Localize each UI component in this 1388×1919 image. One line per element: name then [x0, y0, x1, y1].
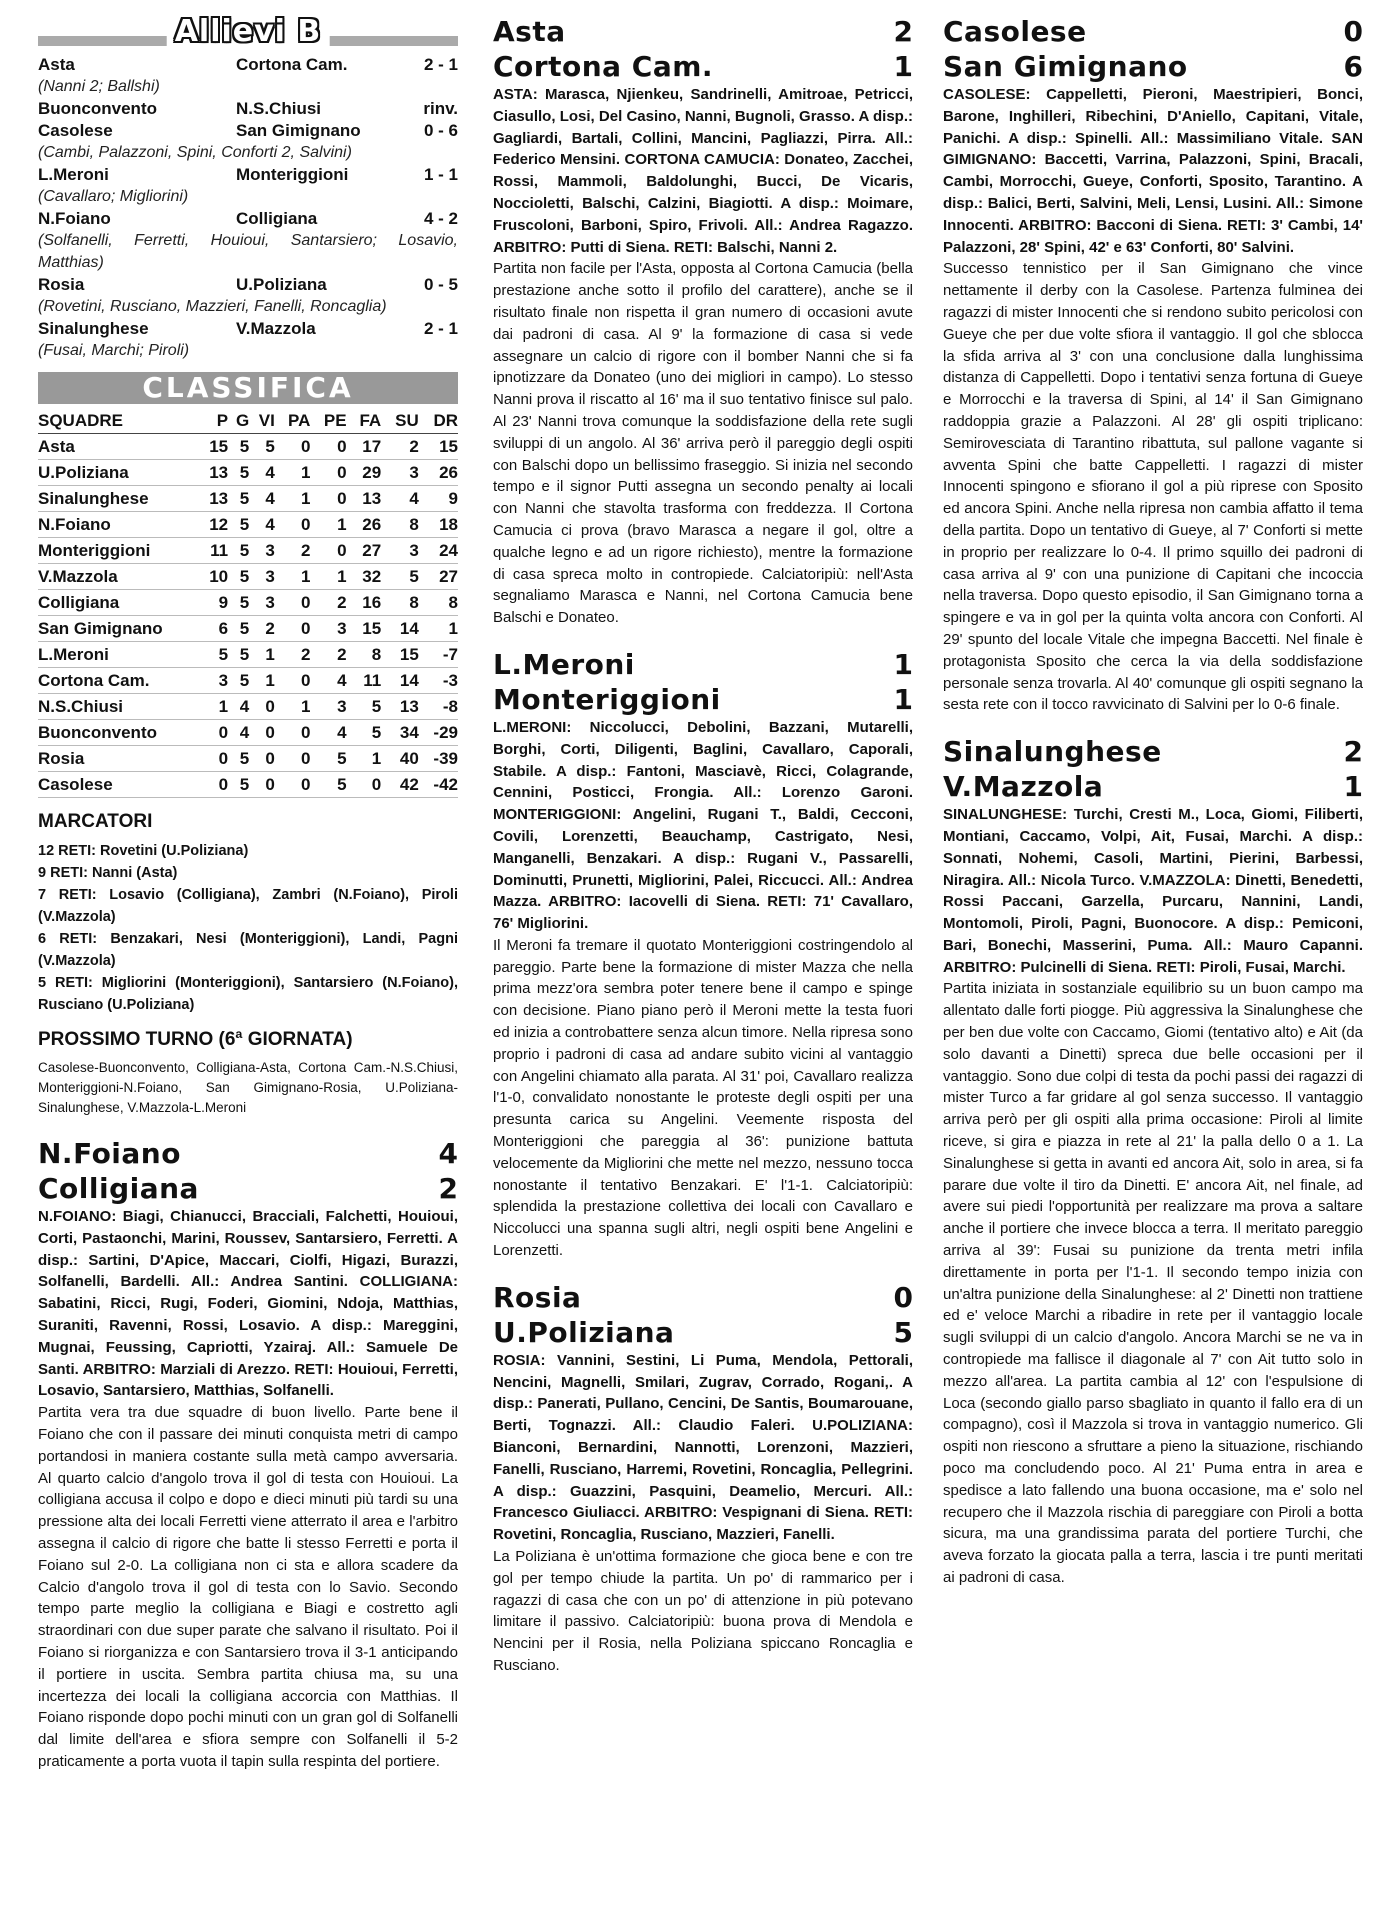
standings-cell: 4	[381, 486, 419, 512]
standings-cell: 5	[249, 434, 275, 460]
standings-cell: 5	[228, 668, 249, 694]
standings-cell: 0	[275, 590, 311, 616]
standings-cell: 5	[228, 434, 249, 460]
column-middle	[493, 14, 913, 1677]
standings-team: Monteriggioni	[38, 538, 198, 564]
results-list	[38, 54, 458, 362]
match-home-goals: 0	[893, 1280, 913, 1314]
standings-cell: 1	[198, 694, 228, 720]
standings-cell: 18	[419, 512, 458, 538]
standings-cell: 5	[228, 460, 249, 486]
standings-cell: 13	[347, 486, 382, 512]
classifica-title: CLASSIFICA	[142, 371, 354, 404]
result-home: Rosia	[38, 275, 85, 294]
result-scorers: (Solfanelli, Ferretti, Houioui, Santarsiero; Losavio, Matthias)	[38, 232, 458, 271]
result-away: N.S.Chiusi	[236, 99, 322, 118]
match-report: Partita vera tra due squadre di buon livello. Parte bene il Foiano che con il passare dei minuti conquista metri di campo portandosi in maniera costante sulla metà campo avversaria. Al quarto calcio d'angolo trova il gol di testa con Houioui. La colligiana accusa il colpo e dopo e dieci minuti più tardi su una pressione alta dei locali Ferretti viene atterrato il area e l'arbitro assegna il calcio di rigore che batte li stesso Ferretti e porta il Foiano sul 2-0. La colligiana non ci sta e allora scadere da Calcio d'angolo trova il gol di testa con lo Savio. Secondo tempo parte meglio la colligiana e Biagi e costretto agli straordinari con due super parate che salvano il risultato. Poi il Foiano si riorganizza e con Santarsiero trova il 3-1 anticipando il portiere in uscita. Sembra partita chiusa ma, su una incertezza dei locali la colligiana accorcia con Matthias. Il Foiano risponde dopo pochi minuti con un gran gol di Solfanelli dal limite dell'area e sfiora sempre con Solfanelli il 5-2 praticamente a porta vuota il tapin sulla respinta del portiere.	[38, 1404, 458, 1770]
match-away-team: Colligiana	[38, 1172, 199, 1205]
standings-cell: 4	[310, 720, 346, 746]
standings-cell: 3	[381, 460, 419, 486]
match-home-goals: 1	[893, 647, 913, 681]
standings-team: Rosia	[38, 746, 198, 772]
match-lineup: L.MERONI: Niccolucci, Debolini, Bazzani, Mutarelli, Borghi, Corti, Diligenti, Baglini, Cavallaro, Caporali, Stabile. A disp.: Fantoni, Masciavè, Ricci, Colagrande, Cennini, Posticci, Frongia. All.: Lorenzo Garoni. MONTERIGGIONI: Angelini, Rugani T., Baldi, Cecconi, Covili, Lorenzetti, Beauchamp, Castrigato, Nesi, Manganelli, Benzakari. A disp.: Rugani V., Passarelli, Dominutti, Prunetti, Migliorini, Palei, Riccucci. All.: Andrea Mazza. ARBITRO: Iacovelli di Siena. RETI: 71' Cavallaro, 76' Migliorini.	[493, 718, 913, 933]
standings-cell: -29	[419, 720, 458, 746]
result-scorers: (Fusai, Marchi; Piroli)	[38, 342, 190, 359]
classifica-header	[38, 372, 458, 404]
standings-col-header: PE	[310, 408, 346, 434]
standings-row	[38, 512, 458, 538]
result-score: 1 - 1	[423, 165, 458, 184]
standings-cell: 1	[310, 512, 346, 538]
standings-cell: 5	[347, 694, 382, 720]
standings-cell: 2	[381, 434, 419, 460]
standings-cell: 1	[347, 746, 382, 772]
standings-team: Sinalunghese	[38, 486, 198, 512]
standings-cell: 14	[381, 668, 419, 694]
standings-cell: -39	[419, 746, 458, 772]
standings-cell: 3	[381, 538, 419, 564]
standings-cell: 0	[275, 746, 311, 772]
standings-row	[38, 746, 458, 772]
standings-team: N.Foiano	[38, 512, 198, 538]
standings-cell: 4	[228, 720, 249, 746]
standings-row	[38, 564, 458, 590]
standings-col-header: FA	[347, 408, 382, 434]
match-home-team: L.Meroni	[493, 647, 635, 681]
result-home: Casolese	[38, 121, 113, 140]
standings-cell: 8	[347, 642, 382, 668]
match-report: La Poliziana è un'ottima formazione che gioca bene e con tre gol per tempo chiude la partita. Un po' di rammarico per i ragazzi di casa che con un po' di attenzione in più potevano limitare il passivo. Calciatoripiù: buona prova di Mendola e Nencini per il Rosia, nella Poliziana spiccano Roncaglia e Rusciano.	[493, 1548, 913, 1674]
standings-team: N.S.Chiusi	[38, 694, 198, 720]
standings-cell: 14	[381, 616, 419, 642]
standings-cell: 5	[381, 564, 419, 590]
standings-col-header: P	[198, 408, 228, 434]
standings-cell: 5	[228, 564, 249, 590]
match-home-goals: 2	[1343, 735, 1363, 769]
result-scorers: (Cambi, Palazzoni, Spini, Conforti 2, Salvini)	[38, 144, 352, 161]
match-home-team: Casolese	[943, 15, 1087, 48]
standings-cell: 1	[275, 460, 311, 486]
result-item	[38, 318, 458, 362]
result-item	[38, 274, 458, 318]
standings-row	[38, 642, 458, 668]
standings-cell: 5	[347, 720, 382, 746]
standings-team: V.Mazzola	[38, 564, 198, 590]
match-away-team: U.Poliziana	[493, 1315, 675, 1349]
match-away-goals: 2	[438, 1172, 458, 1205]
result-home: L.Meroni	[38, 165, 109, 184]
standings-cell: 1	[249, 668, 275, 694]
match-lineup: SINALUNGHESE: Turchi, Cresti M., Loca, Giomi, Filiberti, Montiani, Caccamo, Volpi, Ait, Fusai, Marchi. A disp.: Sonnati, Nohemi, Casoli, Martini, Pierini, Barbessi, Niragira. All.: Nicola Turco. V.MAZZOLA: Dinetti, Benedetti, Rossi Paccani, Garzella, Purcaru, Nannini, Landi, Montomoli, Piroli, Pagni, Buonocore. A disp.: Pemiconi, Bari, Bonechi, Masserini, Puma. All.: Mauro Capanni. ARBITRO: Pulcinelli di Siena. RETI: Piroli, Fusai, Marchi.	[943, 806, 1363, 976]
standings-cell: 0	[198, 772, 228, 798]
standings-cell: 1	[275, 486, 311, 512]
standings-cell: 0	[310, 460, 346, 486]
standings-cell: 29	[347, 460, 382, 486]
standings-cell: 0	[198, 746, 228, 772]
match-home-team: Asta	[493, 15, 566, 48]
standings-cell: 4	[249, 460, 275, 486]
result-home: Asta	[38, 55, 75, 74]
match-lineup: CASOLESE: Cappelletti, Pieroni, Maestripieri, Bonci, Barone, Inghilleri, Ribechini, D'Aniello, Capitani, Vitale, Panichi. A disp.: Spinelli. All.: Massimiliano Vitale. SAN GIMIGNANO: Baccetti, Varrina, Palazzoni, Spini, Bracali, Cambi, Morrocchi, Gueye, Conforti, Sposito, Tarantino. A disp.: Balici, Berti, Salvini, Meli, Lensi, Lusini. All.: Simone Innocenti. ARBITRO: Bacconi di Siena. RETI: 3' Cambi, 14' Palazzoni, 28' Spini, 42' e 63' Conforti, 80' Salvini.	[943, 86, 1363, 256]
standings-team: L.Meroni	[38, 642, 198, 668]
standings-cell: 5	[310, 772, 346, 798]
standings-row	[38, 772, 458, 798]
result-away: U.Poliziana	[236, 275, 327, 294]
standings-cell: 1	[310, 564, 346, 590]
result-score: 2 - 1	[423, 55, 458, 74]
result-home: N.Foiano	[38, 209, 111, 228]
standings-cell: 11	[198, 538, 228, 564]
marcatori-list	[38, 840, 458, 1016]
match-foiano-colligiana	[38, 1136, 458, 1773]
match-asta-cortona	[493, 14, 913, 629]
column-left	[38, 14, 458, 1773]
result-score: 0 - 6	[423, 121, 458, 140]
match-away-goals: 1	[1343, 770, 1363, 804]
result-away: Colligiana	[236, 209, 318, 228]
standings-table	[38, 408, 458, 798]
standings-cell: 1	[419, 616, 458, 642]
standings-cell: 15	[419, 434, 458, 460]
standings-cell: 2	[310, 590, 346, 616]
standings-cell: 4	[249, 512, 275, 538]
standings-cell: 0	[310, 486, 346, 512]
standings-cell: 0	[249, 746, 275, 772]
standings-cell: 0	[275, 720, 311, 746]
result-item	[38, 98, 458, 120]
standings-header-row	[38, 408, 458, 434]
standings-cell: 1	[249, 642, 275, 668]
match-report: Il Meroni fa tremare il quotato Monteriggioni costringendolo al pareggio. Parte bene la formazione di mister Mazza che nella prima mezz'ora sembra poter tenere bene il campo e spinge con decisione. Piano piano però il Meroni mette la testa fuori ed inizia a controbattere senza alcun timore. Nella ripresa sono proprio i padroni di casa ad andare subito vicini al vantaggio con Angelini chiamato alla parata. Al 31' poi, Cavallaro realizza l'1-0, convalidato nonostante le proteste degli ospiti per una presunta carica su Angelini. Veemente risposta del Monteriggioni che pareggia al 36': punizione battuta velocemente da Migliorini che mette nel mezzo, nessuno tocca nonostante il tentativo Benzakari. E' l'1-1. Calciatoripiù: splendida la prestazione collettiva dei locali con Cavallaro e Niccolucci una spanna sugli altri, negli ospiti bene Angelini e Lorenzetti.	[493, 936, 913, 1260]
standings-cell: 32	[347, 564, 382, 590]
result-score: 0 - 5	[423, 275, 458, 294]
standings-cell: 2	[249, 616, 275, 642]
standings-col-header: SU	[381, 408, 419, 434]
standings-cell: 13	[198, 486, 228, 512]
standings-row	[38, 460, 458, 486]
standings-cell: 10	[198, 564, 228, 590]
match-report: Partita iniziata in sostanziale equilibrio su un buon campo ma allentato dalle forti piogge. Più aggressiva la Sinalunghese che per ben due volte con Caccamo, Giomi (tentativo alto) e Ait (da solo davanti a Dinetti) spreca due belle occasioni per il vantaggio. Sono due colpi di testa da pochi passi dei ragazzi di mister Turco a far gridare al gol senza successo. Il vantaggio arriva però per gli ospiti alla prima occasione: Piroli al limite riceve, si gira e piazza in rete al 21' la palla dello 0 a 1. La Sinalunghese si getta in avanti ed ancora Ait, solo in area, si fa parare due volte il tiro da Dinetti. E' ancora Ait, nel finale, ad avere sui piedi l'opportunità per realizzare ma prova a saltare anche il portiere che invece blocca a terra. Il meritato pareggio arriva al 39': Fusai su punizione da trenta metri infila direttamente in porta per l'1-1. Il secondo tempo inizia con un'altra punizione della Sinalunghese: al 2' Dinetti non trattiene ed e' veloce Marchi a ribadire in rete per il vantaggio locale sugli sviluppi di un calcio d'angolo. Ancora Marchi se ne va in contropiede ma fallisce il diagonale al 7' con Ait tutto solo in mezzo all'area. La partita cambia al 12' con l'espulsione di Loca (secondo giallo parso sbagliato in quanto il fallo era di un compagno), così il Mazzola si trova in vantaggio numerico. Gli ospiti non riescono a sfruttare a pieno la situazione, rischiando poco ma concludendo poco. Al 21' Puma entra in area e spedisce a lato fallendo una buona occasione, ma e' solo nel recupero che il Mazzola rischia di pareggiare con Piroli a botta sicura, ma una grandissima parata del portiere Turchi, che aveva forzato la giocata palla a terra, lascia i tre punti meritati ai padroni di casa.	[943, 980, 1363, 1586]
standings-col-header: G	[228, 408, 249, 434]
standings-cell: 3	[249, 538, 275, 564]
result-scorers: (Nanni 2; Ballshi)	[38, 78, 160, 95]
standings-cell: 26	[347, 512, 382, 538]
match-lineup: ROSIA: Vannini, Sestini, Li Puma, Mendola, Pettorali, Nencini, Magnelli, Smilari, Zugrav, Corrado, Rogani,. A disp.: Panerati, Pullano, Cencini, De Santis, Boumarouane, Berti, Tognazzi. All.: Claudio Faleri. U.POLIZIANA: Bianconi, Bernardini, Nannotti, Lorenzoni, Mazzieri, Fanelli, Rusciano, Harremi, Rovetini, Roncaglia, Pellegrini. A disp.: Guazzini, Pasquini, Deamelio, Mercuri. All.: Francesco Giuliacci. ARBITRO: Vespignani di Siena. RETI: Rovetini, Roncaglia, Rusciano, Mazzieri, Fanelli.	[493, 1351, 913, 1544]
match-meroni-monteriggioni	[493, 647, 913, 1262]
standings-cell: 5	[228, 512, 249, 538]
standings-col-header: PA	[275, 408, 311, 434]
match-lineup: ASTA: Marasca, Njienkeu, Sandrinelli, Amitroae, Petricci, Ciasullo, Losi, Del Casino, Nanni, Bugnoli, Grasso. A disp.: Gagliardi, Bartali, Collini, Mancini, Pagliazzi, Pirra. All.: Federico Mensini. CORTONA CAMUCIA: Donateo, Zacchei, Rossi, Mammoli, Baldolunghi, Bucci, De Vicaris, Noccioletti, Balschi, Calzini, Biagiotti. A disp.: Moimare, Fruscoloni, Barboni, Spiro, Frivoli. All.: Andrea Ragazzo. ARBITRO: Putti di Siena. RETI: Balschi, Nanni 2.	[493, 86, 913, 256]
match-home-team: Sinalunghese	[943, 735, 1162, 769]
prossimo-turno-title: PROSSIMO TURNO (6ª GIORNATA)	[38, 1029, 353, 1050]
standings-cell: 4	[249, 486, 275, 512]
standings-team: San Gimignano	[38, 616, 198, 642]
standings-cell: 3	[310, 616, 346, 642]
standings-cell: 24	[419, 538, 458, 564]
result-away: Cortona Cam.	[236, 55, 348, 74]
standings-col-header: SQUADRE	[38, 408, 198, 434]
standings-team: Casolese	[38, 772, 198, 798]
result-home: Sinalunghese	[38, 319, 149, 338]
standings-row	[38, 486, 458, 512]
result-away: San Gimignano	[236, 121, 361, 140]
standings-cell: 27	[347, 538, 382, 564]
standings-cell: 16	[347, 590, 382, 616]
result-score: 4 - 2	[423, 209, 458, 228]
standings-cell: 3	[249, 590, 275, 616]
match-away-team: Monteriggioni	[493, 682, 721, 716]
standings-cell: 0	[198, 720, 228, 746]
standings-cell: 9	[419, 486, 458, 512]
result-item	[38, 54, 458, 98]
standings-cell: 15	[381, 642, 419, 668]
match-away-goals: 5	[893, 1315, 913, 1349]
standings-row	[38, 720, 458, 746]
marcatori-line: 12 RETI: Rovetini (U.Poliziana)	[38, 843, 249, 859]
standings-team: Cortona Cam.	[38, 668, 198, 694]
standings-cell: 5	[228, 486, 249, 512]
standings-cell: 13	[198, 460, 228, 486]
standings-cell: 3	[310, 694, 346, 720]
standings-cell: 4	[228, 694, 249, 720]
standings-cell: 0	[310, 538, 346, 564]
standings-row	[38, 616, 458, 642]
standings-cell: 2	[310, 642, 346, 668]
standings-cell: 8	[419, 590, 458, 616]
result-score: rinv.	[423, 99, 458, 118]
standings-cell: 12	[198, 512, 228, 538]
result-score: 2 - 1	[423, 319, 458, 338]
standings-cell: 0	[275, 616, 311, 642]
match-sinalunghese-mazzola	[943, 734, 1363, 1589]
standings-cell: 5	[228, 746, 249, 772]
standings-cell: 5	[198, 642, 228, 668]
match-casolese-sangimignano	[943, 14, 1363, 716]
standings-cell: 3	[249, 564, 275, 590]
standings-cell: 3	[198, 668, 228, 694]
marcatori-line: 5 RETI: Migliorini (Monteriggioni), Santarsiero (N.Foiano), Rusciano (U.Poliziana)	[38, 975, 458, 1013]
allievi-title: Allievi B	[167, 14, 330, 50]
column-right	[943, 14, 1363, 1589]
result-scorers: (Cavallaro; Migliorini)	[38, 188, 189, 205]
standings-cell: 2	[275, 538, 311, 564]
result-away: Monteriggioni	[236, 165, 349, 184]
standings-cell: 42	[381, 772, 419, 798]
standings-cell: -8	[419, 694, 458, 720]
result-scorers: (Rovetini, Rusciano, Mazzieri, Fanelli, Roncaglia)	[38, 298, 387, 315]
standings-cell: 5	[310, 746, 346, 772]
standings-cell: 8	[381, 590, 419, 616]
standings-cell: 40	[381, 746, 419, 772]
standings-cell: 4	[310, 668, 346, 694]
allievi-header	[38, 14, 458, 50]
standings-cell: 5	[228, 538, 249, 564]
standings-row	[38, 668, 458, 694]
standings-cell: 15	[198, 434, 228, 460]
match-away-team: San Gimignano	[943, 50, 1188, 83]
standings-cell: 0	[275, 434, 311, 460]
match-away-goals: 1	[893, 50, 913, 83]
prossimo-turno-text: Casolese-Buonconvento, Colligiana-Asta, Cortona Cam.-N.S.Chiusi, Monteriggioni-N.Foiano, San Gimignano-Rosia, U.Poliziana-Sinalunghese, V.Mazzola-L.Meroni	[38, 1060, 458, 1115]
standings-cell: 34	[381, 720, 419, 746]
match-away-goals: 1	[893, 682, 913, 716]
match-away-team: Cortona Cam.	[493, 50, 714, 83]
standings-cell: 15	[347, 616, 382, 642]
match-away-goals: 6	[1343, 50, 1363, 83]
marcatori-title: MARCATORI	[38, 811, 153, 832]
standings-cell: 8	[381, 512, 419, 538]
standings-body	[38, 434, 458, 798]
standings-cell: 11	[347, 668, 382, 694]
standings-cell: 26	[419, 460, 458, 486]
marcatori-line: 9 RETI: Nanni (Asta)	[38, 865, 178, 881]
standings-cell: 13	[381, 694, 419, 720]
standings-cell: -7	[419, 642, 458, 668]
standings-cell: 1	[275, 564, 311, 590]
standings-cell: 5	[228, 772, 249, 798]
marcatori-line: 7 RETI: Losavio (Colligiana), Zambri (N.Foiano), Piroli (V.Mazzola)	[38, 887, 458, 925]
standings-cell: 0	[249, 772, 275, 798]
match-report: Successo tennistico per il San Gimignano che vince nettamente il derby con la Casolese. Partenza fulminea dei ragazzi di mister Innocenti che si rendono subito pericolosi con Gueye che per due volte sfiora il vantaggio. Il gol che sblocca la sfida arriva al 3' con una conclusione dalla lunghissima distanza di Cappelletti. Dopo i tentativi senza fortuna di Gueye e Morrocchi e la traversa di Spini, al 14' il San Gimignano raddoppia grazie a Palazzoni. Al 28' gli ospiti triplicano: Semirovesciata di Tarantino ribattuta, sul pallone vagante si avventa Spini che batte Cappelletti. I ragazzi di mister Innocenti spingono e sfiorano il gol a più riprese con Sposito ed ancora Spini. Anche nella ripresa non cambia affatto il tema della partita. Dopo un tentativo di Gueye, al 7' Conforti si mette in proprio per realizzare lo 0-4. Il primo squillo dei padroni di casa arriva al 9' con una punizione di Capitani che incoccia nella traversa. Dopo questo episodio, il San Gimignano torna a spingere e va in gol per la quinta volta ancora con Conforti. Al 29' spunto del locale Vitale che impegna Baccetti. Nel finale è protagonista Sposito che cerca la via della soddisfazione personale senza trovarla. Al 40' comunque gli ospiti segnano la sesta rete con il tocco ravvicinato di Salvini per lo 0-6 finale.	[943, 260, 1363, 714]
standings-cell: 0	[275, 772, 311, 798]
standings-cell: 27	[419, 564, 458, 590]
result-item	[38, 208, 458, 274]
standings-row	[38, 538, 458, 564]
result-home: Buonconvento	[38, 99, 157, 118]
result-away: V.Mazzola	[236, 319, 316, 338]
standings-row	[38, 590, 458, 616]
standings-cell: 0	[275, 668, 311, 694]
match-home-team: Rosia	[493, 1280, 582, 1314]
standings-cell: 2	[275, 642, 311, 668]
match-away-team: V.Mazzola	[943, 770, 1104, 804]
standings-cell: 1	[275, 694, 311, 720]
result-item	[38, 120, 458, 164]
standings-cell: 17	[347, 434, 382, 460]
standings-cell: -3	[419, 668, 458, 694]
standings-cell: 6	[198, 616, 228, 642]
standings-cell: 0	[347, 772, 382, 798]
standings-cell: 0	[249, 694, 275, 720]
standings-team: Colligiana	[38, 590, 198, 616]
match-home-goals: 0	[1343, 15, 1363, 48]
standings-cell: 5	[228, 642, 249, 668]
standings-cell: 9	[198, 590, 228, 616]
standings-cell: 0	[275, 512, 311, 538]
standings-col-header: DR	[419, 408, 458, 434]
standings-cell: 5	[228, 590, 249, 616]
match-home-goals: 2	[893, 15, 913, 48]
match-home-team: N.Foiano	[38, 1137, 181, 1170]
result-item	[38, 164, 458, 208]
standings-row	[38, 694, 458, 720]
standings-col-header: VI	[249, 408, 275, 434]
match-report: Partita non facile per l'Asta, opposta al Cortona Camucia (bella prestazione anche sotto il profilo del carattere), anche se il risultato finale non rispetta il gran numero di occasioni avute dai padroni di casa. Al 9' la formazione di casa si vede assegnare un calcio di rigore con il bomber Nanni che si fa ipnotizzare da Donateo (uno dei migliori in campo). Lo stesso Nanni prova il riscatto al 16' ma il suo tentativo finisce sul palo. Al 23' Nanni trova comunque la soddisfazione della rete sugli sviluppi di un angolo. Al 36' arriva però il pareggio degli ospiti con Balschi dopo un bellissimo fraseggio. Si inizia nel secondo tempo e il signor Putti assegna un secondo penalty ai locali con Nanni che stavolta trasforma con freddezza. Il Cortona Camucia ci prova (bravo Marasca a negare il gol, oltre a qualche legno e ad un rigore richiesto), mentre la formazione di casa spreca molto in contropiede. Calciatoripiù: nell'Asta segnaliamo Marasca e Nanni, nel Cortona Camucia bene Balschi e Donateo.	[493, 260, 913, 627]
standings-cell: 5	[228, 616, 249, 642]
standings-team: Asta	[38, 434, 198, 460]
standings-team: Buonconvento	[38, 720, 198, 746]
standings-row	[38, 434, 458, 460]
match-rosia-poliziana	[493, 1280, 913, 1677]
match-lineup: N.FOIANO: Biagi, Chianucci, Bracciali, Falchetti, Houioui, Corti, Pastaonchi, Marini, Roussev, Santarsiero, Ferretti. A disp.: Sartini, D'Apice, Maccari, Ciolfi, Higazi, Burazzi, Solfanelli, Bardelli. All.: Andrea Santini. COLLIGIANA: Sabatini, Ricci, Rugi, Foderi, Giomini, Ndoja, Matthias, Suraniti, Ravenni, Rossi, Losavio. A disp.: Mareggini, Mugnai, Feussing, Capriotti, Yzairaj. All.: Samuele De Santi. ARBITRO: Marziali di Arezzo. RETI: Houioui, Ferretti, Losavio, Santarsiero, Matthias, Solfanelli.	[38, 1208, 458, 1400]
standings-cell: 0	[310, 434, 346, 460]
marcatori-line: 6 RETI: Benzakari, Nesi (Monteriggioni), Landi, Pagni (V.Mazzola)	[38, 931, 458, 969]
match-home-goals: 4	[438, 1137, 458, 1170]
standings-cell: 0	[249, 720, 275, 746]
standings-cell: -42	[419, 772, 458, 798]
standings-team: U.Poliziana	[38, 460, 198, 486]
